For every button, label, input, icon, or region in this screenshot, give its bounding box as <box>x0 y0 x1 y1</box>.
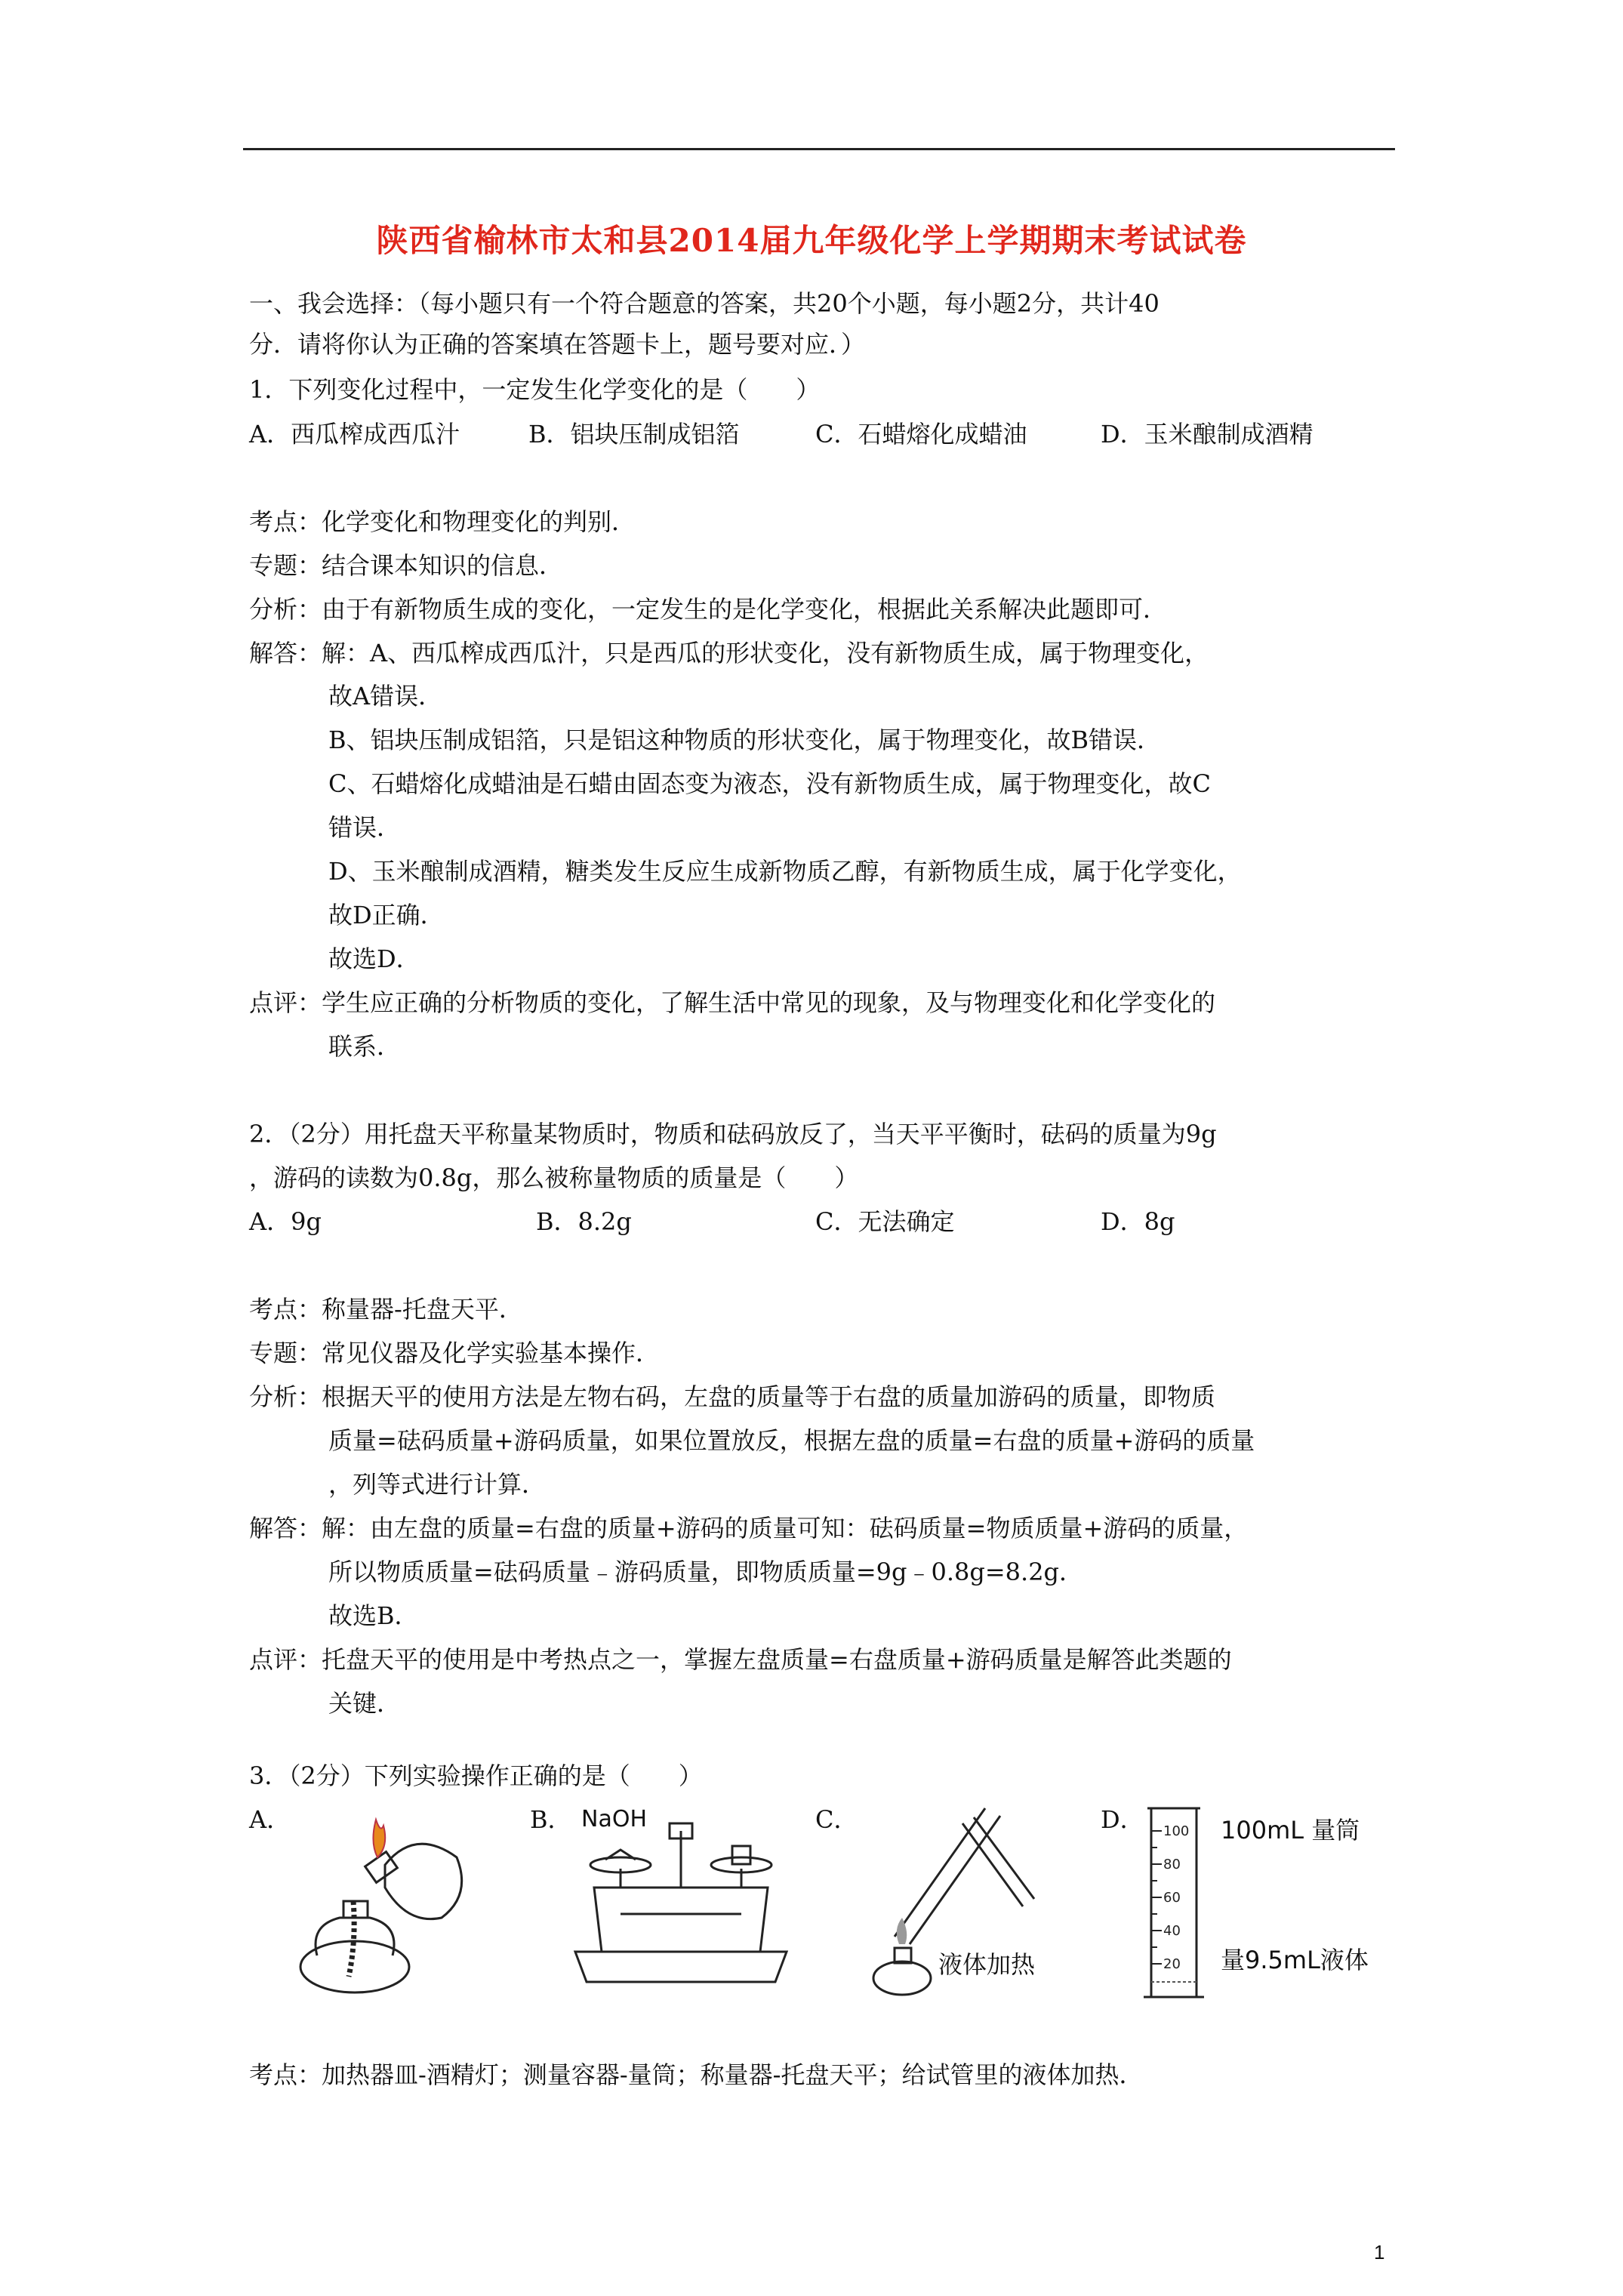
q3-option-d: D． <box>1101 1805 1144 1834</box>
q1-jieda-line: 解答：解：A、西瓜榨成西瓜汁，只是西瓜的形状变化，没有新物质生成，属于物理变化， <box>249 639 1209 667</box>
q1-fenxi: 分析：由于有新物质生成的变化，一定发生的是化学变化，根据此关系解决此题即可． <box>249 595 1168 624</box>
q2-jieda: 所以物质质量=砝码质量﹣游码质量，即物质质量=9g﹣0.8g=8.2g． <box>328 1558 1084 1586</box>
page-number: 1 <box>1374 2241 1385 2264</box>
q2-stem: 2．（2分）用托盘天平称量某物质时，物质和砝码放反了，当天平平衡时，砝码的质量为9g <box>249 1120 1217 1148</box>
naoh-label: NaOH <box>581 1806 647 1832</box>
tick-label: 80 <box>1163 1857 1181 1872</box>
q1-option-b: B．铝块压制成铝箔 <box>528 420 740 448</box>
q2-fenxi: 质量=砝码质量+游码质量，如果位置放反，根据左盘的质量=右盘的质量+游码的质量 <box>328 1426 1255 1455</box>
q3-stem: 3．（2分）下列实验操作正确的是（ ） <box>249 1761 703 1790</box>
q1-option-d: D．玉米酿制成酒精 <box>1101 420 1313 448</box>
q2-option-b: B．8.2g <box>536 1207 632 1236</box>
q1-dianping: 点评：学生应正确的分析物质的变化，了解生活中常见的现象，及与物理变化和化学变化的 <box>249 988 1216 1017</box>
q3-option-b: B． <box>530 1805 572 1834</box>
q2-jieda: 故选B． <box>328 1601 419 1630</box>
q3-option-c: C． <box>815 1805 858 1834</box>
tick-label: 40 <box>1163 1923 1181 1939</box>
q2-option-a: A．9g <box>249 1207 322 1236</box>
q2-option-d: D．8g <box>1101 1207 1175 1236</box>
q2-dianping: 关键． <box>328 1689 402 1718</box>
q2-stem: ，游码的读数为0.8g，那么被称量物质的质量是（ ） <box>249 1163 859 1192</box>
graduated-cylinder-figure <box>1136 1793 1408 2012</box>
q1-dianping: 联系． <box>328 1032 402 1061</box>
q1-jieda-line: D、玉米酿制成酒精，糖类发生反应生成新物质乙醇，有新物质生成，属于化学变化， <box>328 857 1242 886</box>
tick-label: 60 <box>1163 1890 1181 1906</box>
q1-stem: 1．下列变化过程中，一定发生化学变化的是（ ） <box>249 375 821 404</box>
section-instruction-line2: 分．请将你认为正确的答案填在答题卡上，题号要对应．） <box>249 330 866 359</box>
liquid-heating-label: 液体加热 <box>938 1950 1036 1979</box>
page-title: 陕西省榆林市太和县2014届九年级化学上学期期末考试试卷 <box>376 222 1247 259</box>
balance-figure <box>568 1801 794 1993</box>
q1-kaodian: 考点：化学变化和物理变化的判别． <box>249 507 636 536</box>
q1-jieda-line: 故A错误． <box>328 682 443 710</box>
q2-jieda: 解答：解：由左盘的质量=右盘的质量+游码的质量可知：砝码质量=物质质量+游码的质量， <box>249 1514 1249 1542</box>
q1-zhuanti: 专题：结合课本知识的信息． <box>249 551 564 580</box>
q1-jieda-line: 故选D． <box>328 945 420 973</box>
alcohol-lamp-figure <box>287 1804 468 2001</box>
q2-kaodian: 考点：称量器-托盘天平． <box>249 1295 523 1324</box>
q3-kaodian: 考点：加热器皿-酒精灯；测量容器-量筒；称量器-托盘天平；给试管里的液体加热． <box>249 2060 1144 2089</box>
q2-option-c: C．无法确定 <box>815 1207 955 1236</box>
q1-jieda-line: 错误． <box>328 813 402 842</box>
q1-option-a: A．西瓜榨成西瓜汁 <box>249 420 460 448</box>
q2-fenxi: ，列等式进行计算． <box>328 1470 547 1499</box>
section-instruction-line1: 一、我会选择：（每小题只有一个符合题意的答案，共20个小题，每小题2分，共计40 <box>249 289 1160 318</box>
q1-jieda-line: B、铝块压制成铝箔，只是铝这种物质的形状变化，属于物理变化，故B错误． <box>328 726 1162 754</box>
q2-dianping: 点评：托盘天平的使用是中考热点之一，掌握左盘质量=右盘质量+游码质量是解答此类题的 <box>249 1645 1232 1674</box>
test-tube-heating-figure <box>849 1793 1076 2005</box>
q3-option-a: A． <box>249 1805 291 1834</box>
q2-zhuanti: 专题：常见仪器及化学实验基本操作． <box>249 1339 661 1367</box>
q1-jieda-line: C、石蜡熔化成蜡油是石蜡由固态变为液态，没有新物质生成，属于物理变化，故C <box>328 769 1211 798</box>
measure-label: 量9.5mL液体 <box>1221 1946 1369 1974</box>
cylinder-label: 100mL 量筒 <box>1221 1816 1360 1845</box>
q1-jieda-line: 故D正确． <box>328 901 445 929</box>
tick-label: 20 <box>1163 1956 1181 1972</box>
q1-option-c: C．石蜡熔化成蜡油 <box>815 420 1027 448</box>
q2-fenxi: 分析：根据天平的使用方法是左物右码，左盘的质量等于右盘的质量加游码的质量，即物质 <box>249 1382 1216 1411</box>
tick-label: 100 <box>1163 1823 1190 1839</box>
header-rule <box>243 148 1395 150</box>
